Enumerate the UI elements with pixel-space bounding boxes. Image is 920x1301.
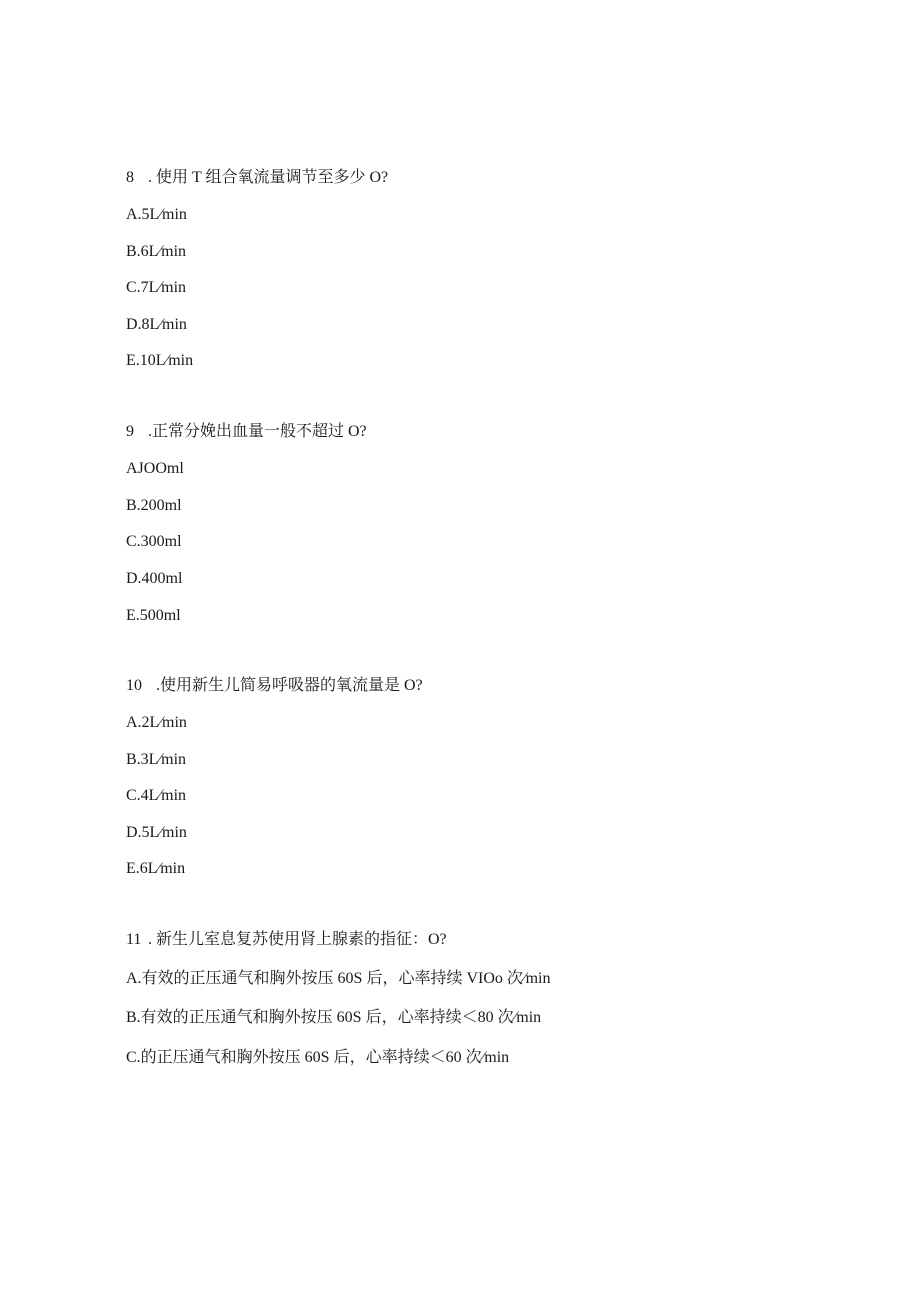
option-c: C.300ml <box>126 533 182 550</box>
option-d: D.8L∕min <box>126 316 187 333</box>
question-number: 11 <box>126 931 142 948</box>
option-b: B.3L∕min <box>126 751 187 768</box>
option-c: C.7L∕min <box>126 279 187 296</box>
option-a: A.2L∕min <box>126 714 187 731</box>
question-stem <box>126 168 388 188</box>
option-b: B.有效的正压通气和胸外按压 60S 后，心率持续＜80 次∕min <box>126 1009 542 1026</box>
question-number: 8 <box>126 169 134 186</box>
question-number: 10 <box>126 677 142 694</box>
question-text: .正常分娩出血量一般不超过 O? <box>148 423 367 440</box>
question-stem <box>126 422 367 442</box>
question-stem <box>126 930 447 950</box>
option-d: D.5L∕min <box>126 824 187 841</box>
option-c: C.4L∕min <box>126 787 187 804</box>
option-d: D.400ml <box>126 570 183 587</box>
option-c: C.的正压通气和胸外按压 60S 后，心率持续＜60 次∕min <box>126 1049 510 1066</box>
option-b: B.200ml <box>126 497 182 514</box>
option-a: AJOOml <box>126 460 184 477</box>
option-a: A.5L∕min <box>126 206 187 223</box>
option-e: E.6L∕min <box>126 860 186 877</box>
question-text: . 使用 T 组合氧流量调节至多少 O? <box>148 169 389 186</box>
option-e: E.10L∕min <box>126 352 194 369</box>
question-stem <box>126 676 423 696</box>
option-a: A.有效的正压通气和胸外按压 60S 后，心率持续 VIOo 次∕min <box>126 970 551 987</box>
option-e: E.500ml <box>126 607 181 624</box>
question-number: 9 <box>126 423 134 440</box>
option-b: B.6L∕min <box>126 243 187 260</box>
question-text: . 新生儿室息复苏使用肾上腺素的指征：O? <box>148 931 447 948</box>
question-text: .使用新生儿简易呼吸器的氧流量是 O? <box>156 677 423 694</box>
